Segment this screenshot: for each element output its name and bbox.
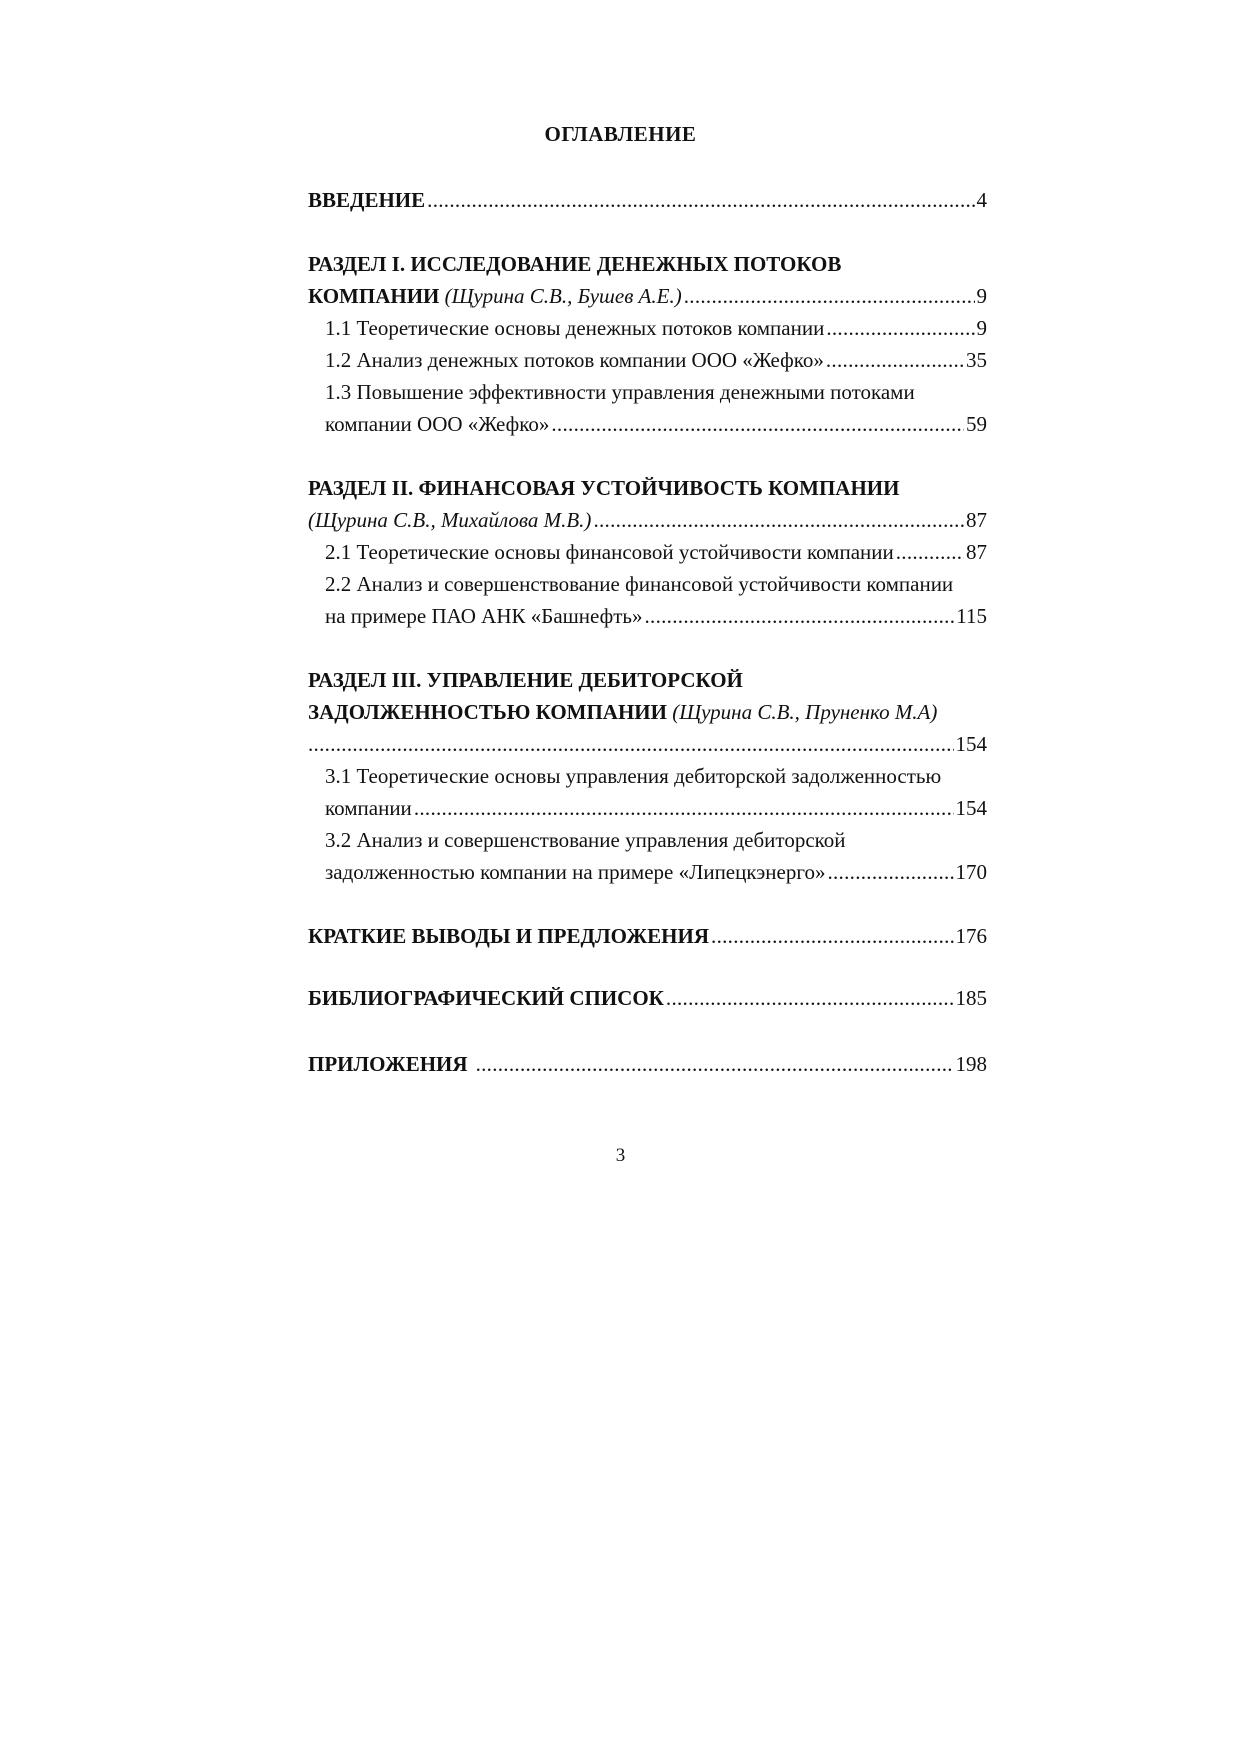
toc-section-3-entry[interactable]: [308, 728, 987, 760]
toc-section-2-entry[interactable]: [308, 504, 987, 536]
dot-leader: [427, 184, 974, 216]
toc-page-number: 198: [955, 1052, 987, 1076]
toc-page-number: 87: [966, 508, 987, 532]
toc-section-3-heading-cont[interactable]: [308, 696, 987, 728]
section-heading-line: РАЗДЕЛ III. УПРАВЛЕНИЕ ДЕБИТОРСКОЙ: [308, 668, 743, 692]
toc-page-number: 185: [955, 986, 987, 1010]
dot-leader: [826, 344, 964, 376]
section-heading-line: ЗАДОЛЖЕННОСТЬЮ КОМПАНИИ: [308, 700, 667, 724]
toc-entry-label: 1.1 Теоретические основы денежных потоков компании: [325, 316, 825, 340]
toc-entry-appendices[interactable]: [308, 1048, 987, 1080]
toc-entry-label: ПРИЛОЖЕНИЯ: [308, 1052, 468, 1076]
dot-leader: [476, 1048, 954, 1080]
toc-entry-label: на примере ПАО АНК «Башнефть»: [325, 604, 643, 628]
toc-page-number: 176: [955, 924, 987, 948]
toc-entry-label: 3.2 Анализ и совершенствование управления дебиторской: [325, 828, 846, 852]
toc-subentry-1-2[interactable]: [325, 344, 987, 376]
toc-page-number: 9: [976, 284, 987, 308]
toc-entry-bibliography[interactable]: [308, 982, 987, 1014]
toc-page-number: 59: [966, 412, 987, 436]
toc-section-3-heading[interactable]: [308, 664, 987, 696]
toc-entry-label: 2.1 Теоретические основы финансовой устойчивости компании: [325, 540, 894, 564]
toc-subentry-1-3-cont[interactable]: [325, 408, 987, 440]
dot-leader: [826, 312, 974, 344]
toc-subentry-3-1[interactable]: [325, 760, 987, 792]
toc-page-number: 87: [966, 540, 987, 564]
toc-entry-label: 1.3 Повышение эффективности управления денежными потоками: [325, 380, 915, 404]
toc-entry-label: 3.1 Теоретические основы управления дебиторской задолженностью: [325, 764, 942, 788]
toc-page-number: 4: [976, 188, 987, 212]
dot-leader: [896, 536, 964, 568]
toc-entry-label: 1.2 Анализ денежных потоков компании ООО «Жефко»: [325, 348, 824, 372]
toc-page-number: 115: [956, 604, 987, 628]
page-title: ОГЛАВЛЕНИЕ: [544, 122, 697, 146]
toc-page-number: 154: [955, 732, 987, 756]
toc-entry-conclusions[interactable]: [308, 920, 987, 952]
section-heading-line: РАЗДЕЛ I. ИССЛЕДОВАНИЕ ДЕНЕЖНЫХ ПОТОКОВ: [308, 252, 842, 276]
toc-subentry-3-2-cont[interactable]: [325, 856, 987, 888]
toc-entry-label: компании ООО «Жефко»: [325, 412, 550, 436]
toc-section-1-heading[interactable]: [308, 248, 987, 280]
toc-entry-label: КРАТКИЕ ВЫВОДЫ И ПРЕДЛОЖЕНИЯ: [308, 924, 710, 948]
toc-subentry-1-1[interactable]: [325, 312, 987, 344]
section-heading-line: РАЗДЕЛ II. ФИНАНСОВАЯ УСТОЙЧИВОСТЬ КОМПАНИИ: [308, 476, 900, 500]
dot-leader: [551, 408, 964, 440]
toc-page-number: 170: [955, 860, 987, 884]
dot-leader: [644, 600, 954, 632]
toc-entry-intro[interactable]: [308, 184, 987, 216]
section-authors: (Щурина С.В., Бушев А.Е.): [444, 284, 682, 308]
dot-leader: [827, 856, 953, 888]
dot-leader: [414, 792, 954, 824]
toc-page-number: 9: [976, 316, 987, 340]
toc-subentry-2-2-cont[interactable]: [325, 600, 987, 632]
dot-leader: [684, 280, 975, 312]
page-number: 3: [615, 1145, 626, 1166]
toc-subentry-3-2[interactable]: [325, 824, 987, 856]
dot-leader: [666, 982, 954, 1014]
toc-subentry-2-2[interactable]: [325, 568, 987, 600]
toc-section-1-entry[interactable]: [308, 280, 987, 312]
section-authors: (Щурина С.В., Михайлова М.В.): [308, 508, 592, 532]
toc-page-number: 35: [966, 348, 987, 372]
dot-leader: [711, 920, 953, 952]
toc-subentry-2-1[interactable]: [325, 536, 987, 568]
toc-subentry-3-1-cont[interactable]: [325, 792, 987, 824]
toc-entry-label: задолженностью компании на примере «Липецкэнерго»: [325, 860, 826, 884]
toc-subentry-1-3[interactable]: [325, 376, 987, 408]
toc-entry-label: компании: [325, 796, 412, 820]
toc-entry-label: БИБЛИОГРАФИЧЕСКИЙ СПИСОК: [308, 986, 664, 1010]
toc-entry-label: ВВЕДЕНИЕ: [308, 188, 426, 212]
section-heading-line: КОМПАНИИ: [308, 284, 440, 308]
toc-page-number: 154: [955, 796, 987, 820]
dot-leader: [593, 504, 964, 536]
toc-entry-label: 2.2 Анализ и совершенствование финансовой устойчивости компании: [325, 572, 954, 596]
dot-leader: [308, 728, 954, 760]
toc-section-2-heading[interactable]: [308, 472, 987, 504]
section-authors: (Щурина С.В., Пруненко М.А): [672, 700, 938, 724]
